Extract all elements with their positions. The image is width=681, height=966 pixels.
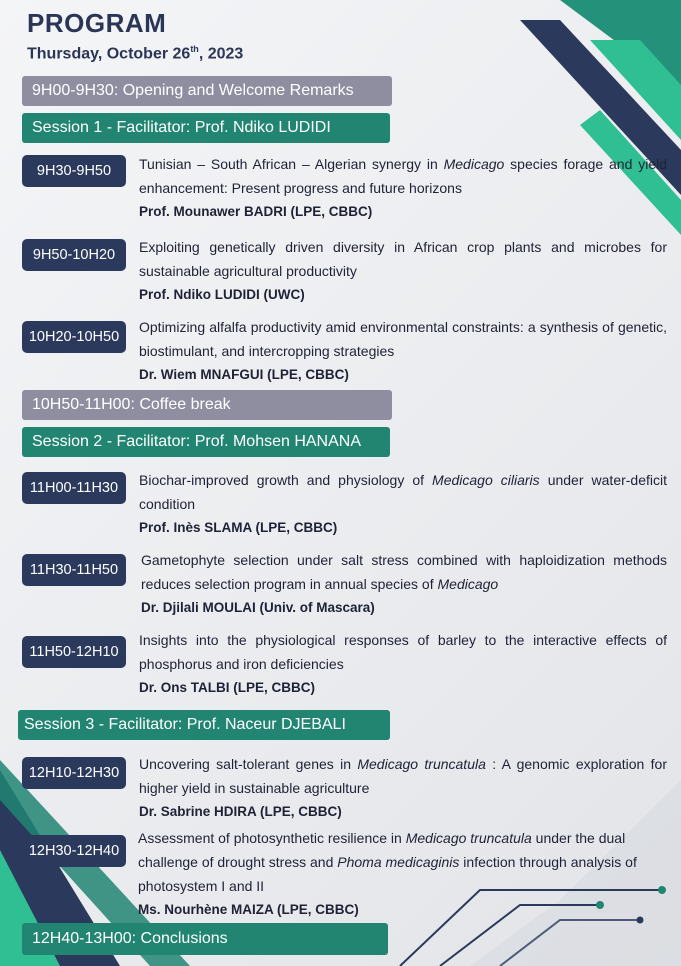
talk-title-4: Biochar-improved growth and physiology of Medicago ciliaris under water-deficit condition [139,472,667,512]
talk-speaker-1: Prof. Mounawer BADRI (LPE, CBBC) [139,204,373,219]
date-year: , 2023 [198,45,244,63]
talk-title-8: Assessment of photosynthetic resilience in Medicago truncatula under the dual challenge of drought stress and Phoma medicaginis infection through analysis of photosystem I and II [138,830,637,894]
talk-title-5: Gametophyte selection under salt stress combined with haploidization methods reduces selection program in annual species of Medicago [141,552,667,592]
talk-title-2: Exploiting genetically driven diversity in African crop plants and microbes for sustainable agricultural productivity [139,239,667,279]
opening-bar: 9H00-9H30: Opening and Welcome Remarks [22,76,392,106]
talk-5 [141,548,667,620]
talk-time-3: 10H20-10H50 [22,321,126,353]
talk-speaker-2: Prof. Ndiko LUDIDI (UWC) [139,287,305,302]
talk-speaker-4: Prof. Inès SLAMA (LPE, CBBC) [139,520,338,535]
talk-speaker-8: Ms. Nourhène MAIZA (LPE, CBBC) [138,902,359,917]
session1-bar: Session 1 - Facilitator: Prof. Ndiko LUDIDI [22,113,390,143]
talk-title-3: Optimizing alfalfa productivity amid environmental constraints: a synthesis of genetic, biostimulant, and intercropping strategies [139,319,667,359]
talk-title-1: Tunisian – South African – Algerian synergy in Medicago species forage and yield enhancement: Present progress and future horizons [139,156,667,196]
talk-title-7: Uncovering salt-tolerant genes in Medicago truncatula : A genomic exploration for higher yield in sustainable agriculture [139,756,668,796]
session3-bar: Session 3 - Facilitator: Prof. Naceur DJEBALI [18,710,390,740]
talk-speaker-5: Dr. Djilali MOULAI (Univ. of Mascara) [141,600,375,615]
talk-speaker-7: Dr. Sabrine HDIRA (LPE, CBBC) [139,804,342,819]
talk-speaker-3: Dr. Wiem MNAFGUI (LPE, CBBC) [139,367,349,382]
coffee-break-bar: 10H50-11H00: Coffee break [22,390,392,420]
talk-time-4: 11H00-11H30 [22,472,126,504]
talk-2 [139,235,667,307]
page-title: PROGRAM [27,8,167,38]
talk-3 [139,315,667,387]
conclusions-bar: 12H40-13H00: Conclusions [22,923,388,955]
date-main: Thursday, October 26 [27,45,191,63]
talk-speaker-6: Dr. Ons TALBI (LPE, CBBC) [139,680,316,695]
talk-time-1: 9H30-9H50 [22,155,126,187]
talk-1 [139,152,667,224]
program-date [27,44,243,63]
talk-time-2: 9H50-10H20 [22,239,126,271]
date-suffix: th [190,44,199,54]
talk-time-5: 11H30-11H50 [22,554,126,586]
talk-8 [138,826,650,922]
talk-title-6: Insights into the physiological responses of barley to the interactive effects of phosphorus and iron deficiencies [139,632,667,672]
talk-7 [139,752,667,824]
talk-time-7: 12H10-12H30 [22,757,126,789]
talk-6 [139,628,667,700]
session2-bar: Session 2 - Facilitator: Prof. Mohsen HANANA [22,427,390,457]
talk-4 [139,468,667,540]
talk-time-6: 11H50-12H10 [22,636,126,668]
talk-time-8: 12H30-12H40 [22,835,126,867]
